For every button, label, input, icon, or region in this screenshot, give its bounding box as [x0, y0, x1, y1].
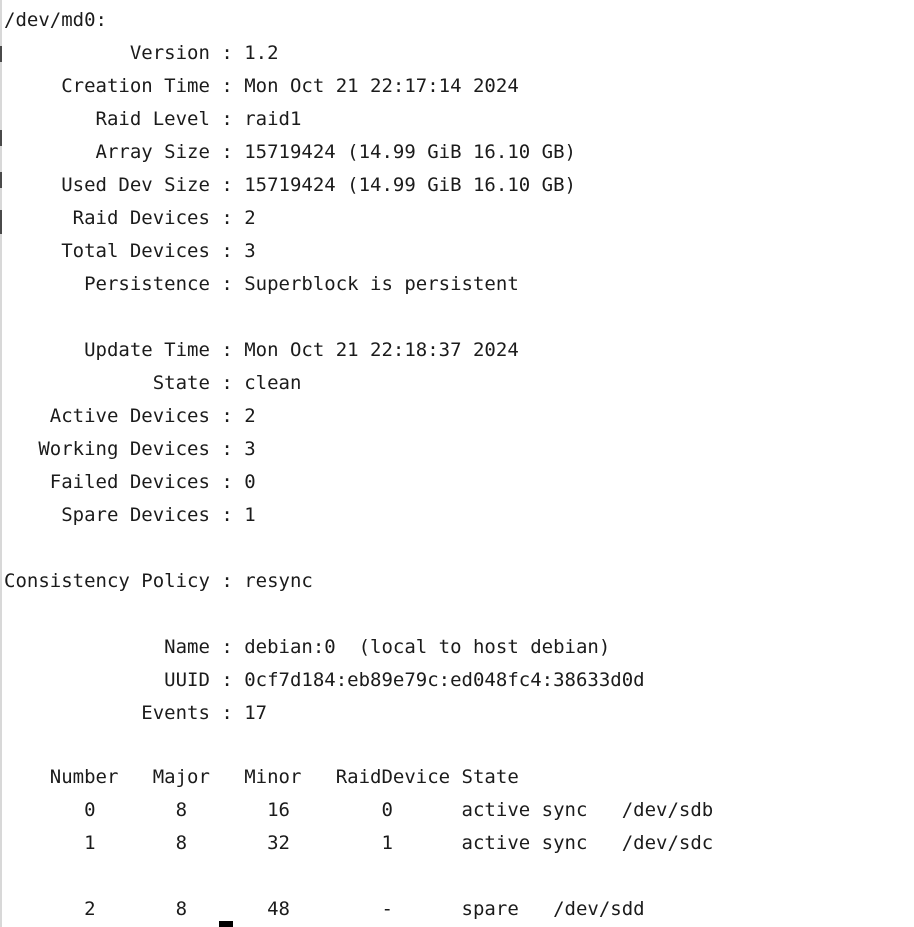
terminal-line-active-devices: Active Devices : 2: [4, 405, 256, 427]
terminal-line-raid-devices: Raid Devices : 2: [4, 207, 256, 229]
terminal-line-working-devices: Working Devices : 3: [4, 438, 256, 460]
terminal-line-spare-devices: Spare Devices : 1: [4, 504, 256, 526]
terminal-line-name: Name : debian:0 (local to host debian): [4, 636, 611, 658]
edge-mark: [0, 130, 2, 146]
text-cursor: [219, 921, 233, 927]
terminal-line-array-size: Array Size : 15719424 (14.99 GiB 16.10 GB): [4, 141, 576, 163]
terminal-line-consistency-policy: Consistency Policy : resync: [4, 570, 313, 592]
terminal-line-persistence: Persistence : Superblock is persistent: [4, 273, 519, 295]
terminal-line-version: Version : 1.2: [4, 42, 279, 64]
terminal-line-device-row: 0 8 16 0 active sync /dev/sdb: [4, 799, 714, 821]
edge-mark: [0, 172, 2, 188]
terminal-line-failed-devices: Failed Devices : 0: [4, 471, 256, 493]
terminal-line-events: Events : 17: [4, 702, 268, 724]
terminal-line-creation-time: Creation Time : Mon Oct 21 22:17:14 2024: [4, 75, 519, 97]
terminal-line-device-row: 2 8 48 - spare /dev/sdd: [4, 898, 645, 920]
terminal-line-used-dev-size: Used Dev Size : 15719424 (14.99 GiB 16.10 GB): [4, 174, 576, 196]
edge-mark: [0, 210, 2, 234]
terminal-line-device-row: 1 8 32 1 active sync /dev/sdc: [4, 832, 714, 854]
terminal-line-device: /dev/md0:: [4, 9, 107, 31]
terminal-line-table-header: Number Major Minor RaidDevice State: [4, 766, 519, 788]
terminal-line-raid-level: Raid Level : raid1: [4, 108, 302, 130]
terminal-line-update-time: Update Time : Mon Oct 21 22:18:37 2024: [4, 339, 519, 361]
terminal-line-total-devices: Total Devices : 3: [4, 240, 256, 262]
terminal-line-uuid: UUID : 0cf7d184:eb89e79c:ed048fc4:38633d0d: [4, 669, 645, 691]
terminal-line-state: State : clean: [4, 372, 302, 394]
edge-mark: [0, 46, 2, 62]
